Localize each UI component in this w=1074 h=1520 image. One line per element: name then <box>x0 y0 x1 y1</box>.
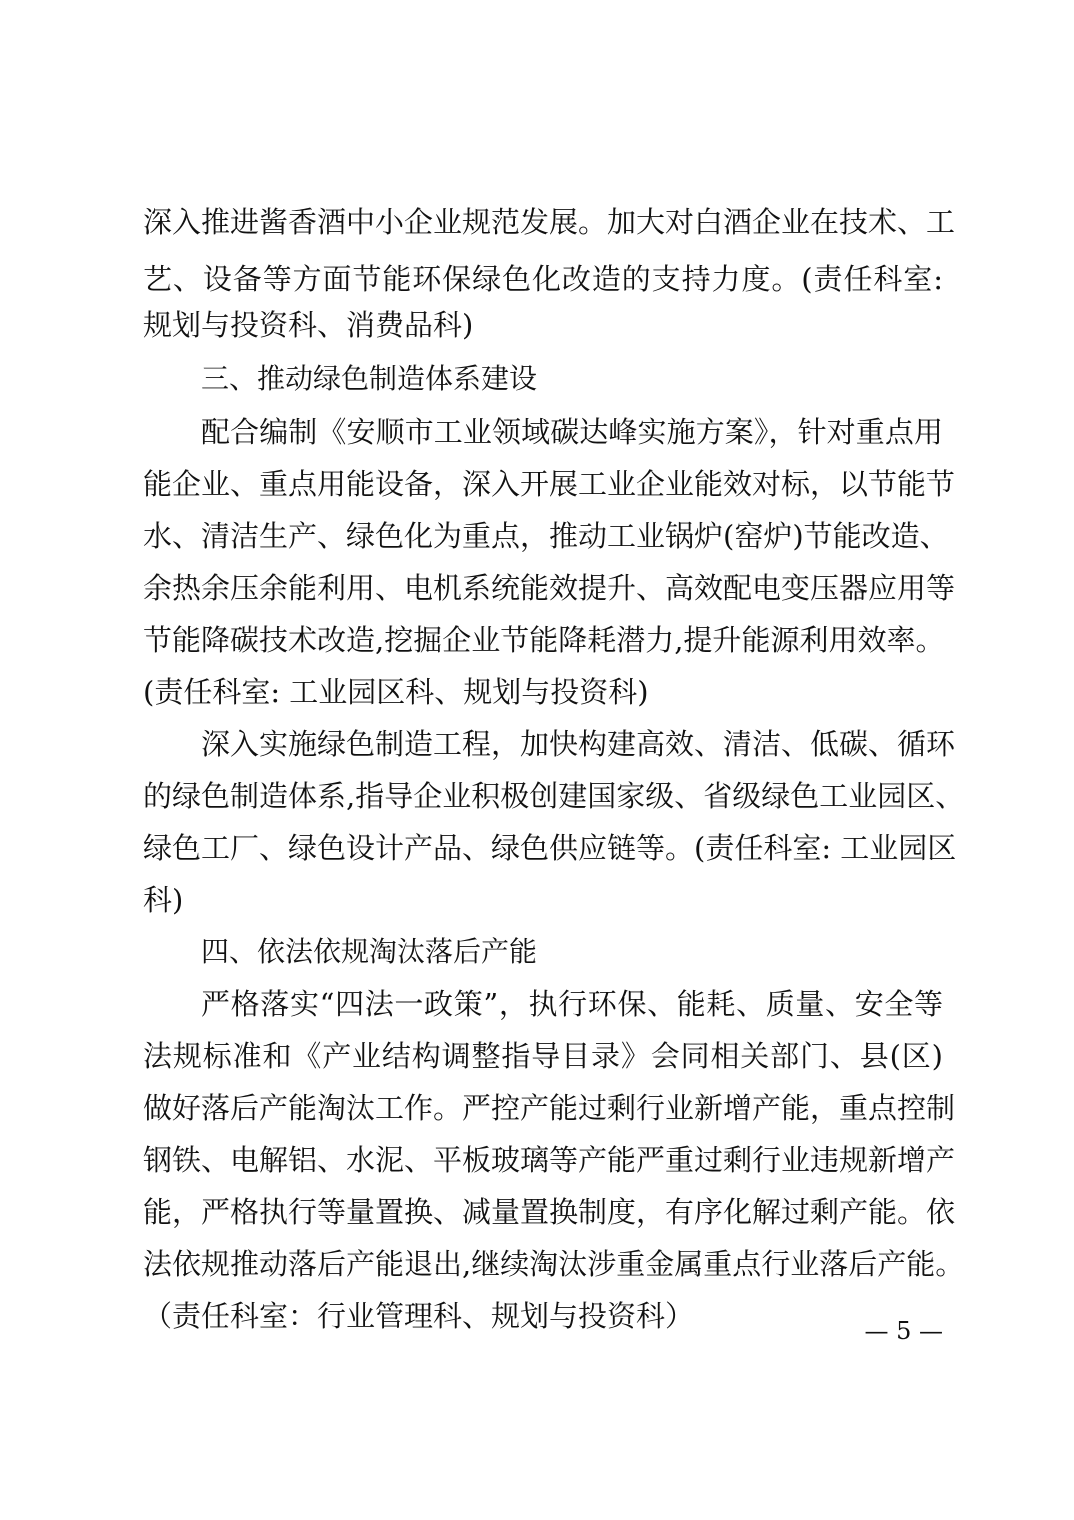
body-text-line: 深入推进酱香酒中小企业规范发展。加大对白酒企业在技术、工 <box>143 205 956 239</box>
body-text-line: 的绿色制造体系,指导企业积极创建国家级、省级绿色工业园区、 <box>143 779 965 813</box>
body-text-line: 节能降碳技术改造,挖掘企业节能降耗潜力,提升能源利用效率。 <box>143 623 945 657</box>
body-text-line: 做好落后产能淘汰工作。严控产能过剩行业新增产能，重点控制 <box>143 1091 956 1125</box>
body-text-line: 水、清洁生产、绿色化为重点，推动工业锅炉(窑炉)节能改造、 <box>143 519 949 553</box>
body-text-line: 配合编制《安顺市工业领域碳达峰实施方案》，针对重点用 <box>201 415 943 449</box>
body-text-line: 科) <box>143 883 184 917</box>
section-heading-3: 三、推动绿色制造体系建设 <box>201 362 538 395</box>
body-text-line: 能企业、重点用能设备，深入开展工业企业能效对标，以节能节 <box>143 467 956 501</box>
body-text-line: 严格落实“四法一政策”，执行环保、能耗、质量、安全等 <box>201 987 943 1021</box>
body-text-line: 艺、设备等方面节能环保绿色化改造的支持力度。(责任科室: <box>143 262 943 296</box>
body-text-line: 深入实施绿色制造工程，加快构建高效、清洁、低碳、循环 <box>201 727 956 761</box>
body-text-line: 钢铁、电解铝、水泥、平板玻璃等产能严重过剩行业违规新增产 <box>143 1143 956 1177</box>
body-text-line: (责任科室: 工业园区科、规划与投资科) <box>143 675 649 709</box>
page-number: — 5 — <box>864 1317 943 1345</box>
body-text-line: （责任科室：行业管理科、规划与投资科） <box>143 1299 695 1333</box>
body-text-line: 余热余压余能利用、电机系统能效提升、高效配电变压器应用等 <box>143 571 956 605</box>
body-text-line: 法规标准和《产业结构调整指导目录》会同相关部门、县(区) <box>143 1039 943 1073</box>
body-text-line: 能，严格执行等量置换、减量置换制度，有序化解过剩产能。依 <box>143 1195 956 1229</box>
section-heading-4: 四、依法依规淘汰落后产能 <box>201 935 538 968</box>
body-text-line: 规划与投资科、消费品科) <box>143 308 474 342</box>
body-text-line: 法依规推动落后产能退出,继续淘汰涉重金属重点行业落后产能。 <box>143 1247 965 1281</box>
body-text-line: 绿色工厂、绿色设计产品、绿色供应链等。(责任科室: 工业园区 <box>143 831 957 865</box>
